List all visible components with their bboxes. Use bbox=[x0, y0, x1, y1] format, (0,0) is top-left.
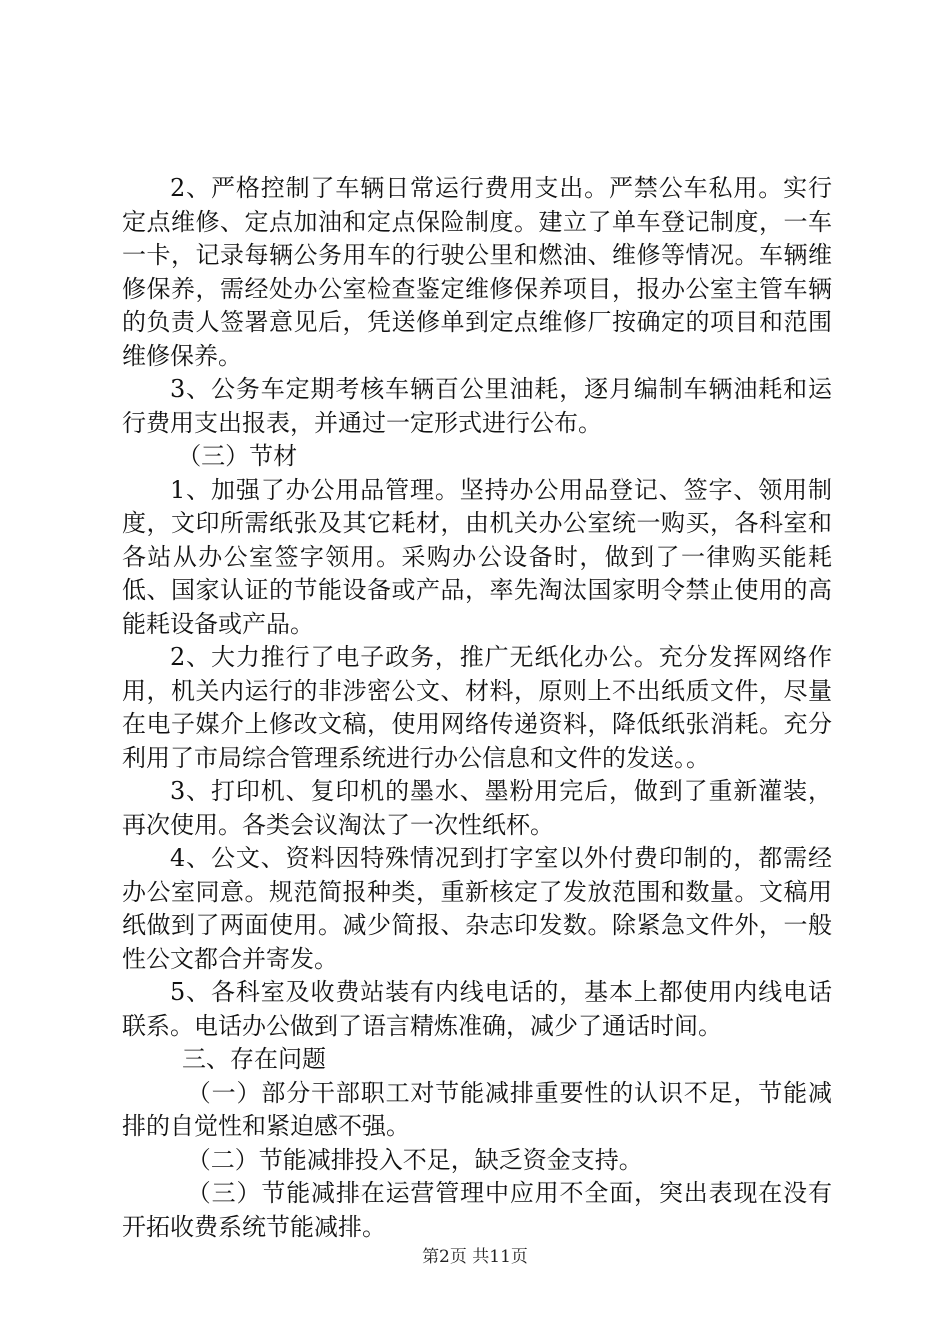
paragraph-internal-phone: 5、各科室及收费站装有内线电话的，基本上都使用内线电话联系。电话办公做到了语言精炼准确，减少了通话时间。 bbox=[122, 978, 832, 1040]
paragraph-e-government: 2、大力推行了电子政务，推广无纸化办公。充分发挥网络作用，机关内运行的非涉密公文、材料，原则上不出纸质文件，尽量在电子媒介上修改文稿，使用网络传递资料，降低纸张消耗。充分利用了市局综合管理系统进行办公信息和文件的发送。。 bbox=[122, 643, 832, 772]
paragraph-fuel-assessment: 3、公务车定期考核车辆百公里油耗，逐月编制车辆油耗和运行费用支出报表，并通过一定形式进行公布。 bbox=[122, 375, 832, 437]
paragraph-problem-operations: （三）节能减排在运营管理中应用不全面，突出表现在没有开拓收费系统节能减排。 bbox=[122, 1179, 832, 1241]
document-body bbox=[122, 172, 832, 1244]
page-number-footer: 第2页 共11页 bbox=[422, 1247, 528, 1267]
paragraph-printing-approval: 4、公文、资料因特殊情况到打字室以外付费印制的，都需经办公室同意。规范简报种类，重新核定了发放范围和数量。文稿用纸做到了两面使用。减少简报、杂志印发数。除紧急文件外，一般性公文都合并寄发。 bbox=[122, 844, 832, 973]
paragraph-printer-refill: 3、打印机、复印机的墨水、墨粉用完后，做到了重新灌装，再次使用。各类会议淘汰了一次性纸杯。 bbox=[122, 777, 832, 839]
section-heading-problems: 三、存在问题 bbox=[182, 1045, 326, 1073]
paragraph-vehicle-cost-control: 2、严格控制了车辆日常运行费用支出。严禁公车私用。实行定点维修、定点加油和定点保险制度。建立了单车登记制度，一车一卡，记录每辆公务用车的行驶公里和燃油、维修等情况。车辆维修保养，需经处办公室检查鉴定维修保养项目，报办公室主管车辆的负责人签署意见后，凭送修单到定点维修厂按确定的项目和范围维修保养。 bbox=[122, 174, 832, 370]
paragraph-office-supplies: 1、加强了办公用品管理。坚持办公用品登记、签字、领用制度，文印所需纸张及其它耗材，由机关办公室统一购买，各科室和各站从办公室签字领用。采购办公设备时，做到了一律购买能耗低、国家认证的节能设备或产品，率先淘汰国家明令禁止使用的高能耗设备或产品。 bbox=[122, 475, 832, 638]
paragraph-problem-awareness: （一）部分干部职工对节能减排重要性的认识不足，节能减排的自觉性和紧迫感不强。 bbox=[122, 1078, 832, 1140]
section-heading-material-saving: （三）节材 bbox=[177, 442, 298, 470]
paragraph-problem-funding: （二）节能减排投入不足，缺乏资金支持。 bbox=[186, 1145, 643, 1174]
